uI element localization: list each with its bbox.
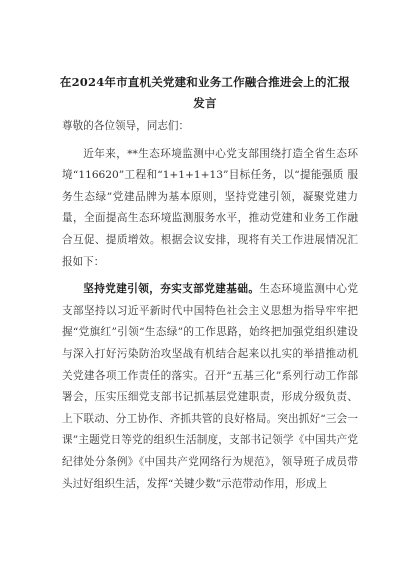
salutation: 尊敬的各位领导，同志们： [62,120,190,132]
document-body [62,116,358,495]
intro-paragraph: 近年来，**生态环境监测中心党支部围绕打造全省生态环境“116620”工程和“1+1+1+13”目标任务，以“提能强质 服务生态绿”党建品牌为基本原则，坚持党建引领，凝聚党建力量，全面提高生态环境监测服务水平，推动党建和业务工作融合互促、提质增效。根据会议安排，现将有关工作进展情况汇报如下： [62,147,358,268]
document-title: 在2024年市直机关党建和业务工作融合推进会上的汇报发言 [59,75,351,110]
section-1-paragraph [62,279,358,495]
section-1-heading: 坚持党建引领，夯实支部党建基础。 [83,283,260,296]
section-1-text: 生态环境监测中心党支部坚持以习近平新时代中国特色社会主义思想为指导牢牢把握“党旗红”引领“生态绿”的工作思路，始终把加强党组织建设与深入打好污染防治攻坚战有机结合起来以扎实的举措推动机关党建各项工作责任的落实。召开“五基三化”系列行动工作部署会，压实压细党支部书记抓基层党建职责，形成分级负责、上下联动、分工协作、齐抓共管的良好格局。突出抓好“三会一课”主题党日等党的组织生活制度，支部书记领学《中国共产党纪律处分条例》《中国共产党网络行为规范》，领导班子成员带头过好组织生活，发挥“关键少数”示范带动作用，形成上 [62,283,359,490]
